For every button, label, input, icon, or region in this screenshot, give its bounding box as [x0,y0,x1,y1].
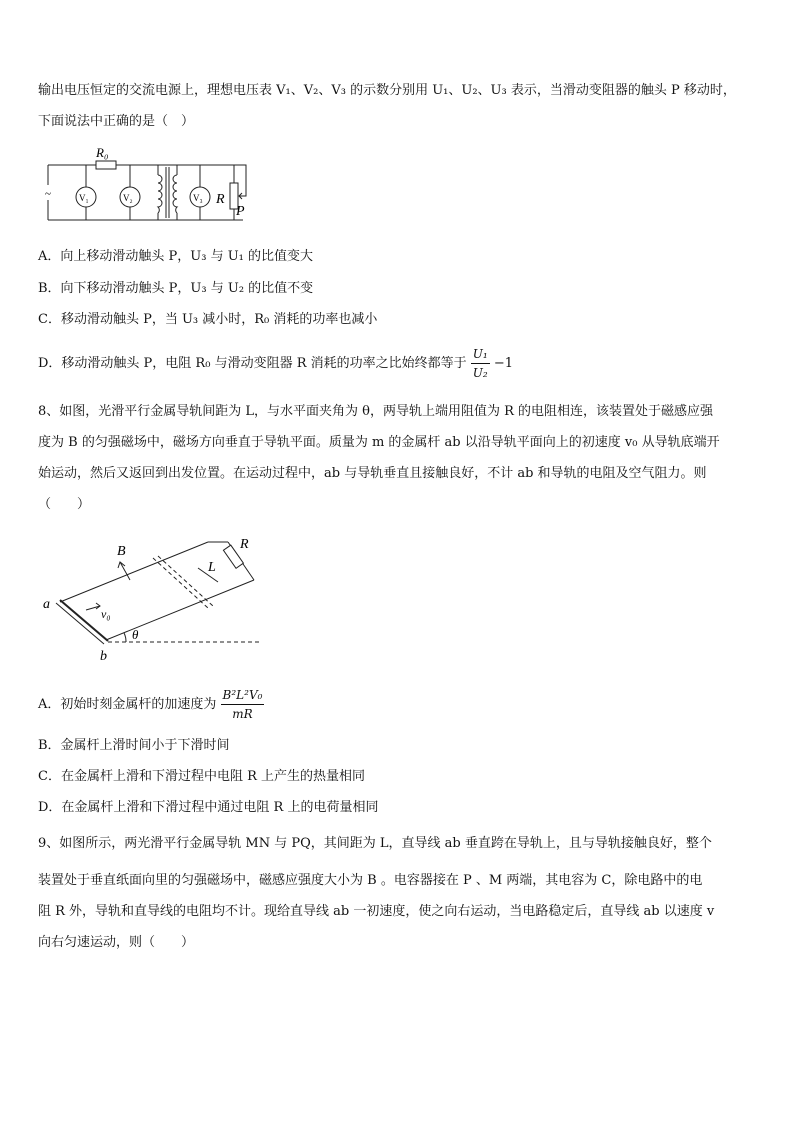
p-label: P [236,204,245,219]
theta-label: θ [132,627,139,642]
q7-option-d-suffix: −1 [493,356,514,371]
a-label: a [43,597,50,612]
r-label: R [240,537,249,552]
q8-stem-line4: （ ） [38,497,91,512]
q7-option-a: A．向上移动滑动触头 P，U₃ 与 U₁ 的比值变大 [38,249,313,264]
q7-circuit-figure [38,145,278,235]
q8-stem-line2: 度为 B 的匀强磁场中，磁场方向垂直于导轨平面。质量为 m 的金属杆 ab 以沿导轨平面向上的初速度 v₀ 从导轨底端开 [38,435,720,450]
fraction-numerator: B²L²V₀ [221,686,265,705]
v1-label: V₁ [79,193,89,203]
b-label: b [100,649,107,663]
q8-option-c: C．在金属杆上滑和下滑过程中电阻 R 上产生的热量相同 [38,769,365,784]
fraction-numerator: U₁ [471,345,490,364]
v2-label: V₂ [123,193,133,203]
q7-option-d [38,345,513,382]
q8-option-d: D．在金属杆上滑和下滑过程中通过电阻 R 上的电荷量相同 [38,800,379,815]
q7-option-b: B．向下移动滑动触头 P，U₃ 与 U₂ 的比值不变 [38,281,314,296]
r0-label: R₀ [96,145,109,160]
v3-label: V₃ [193,193,203,203]
l-label: L [208,560,216,575]
q8-stem-line3: 始运动，然后又返回到出发位置。在运动过程中，ab 与导轨垂直且接触良好，不计 ab 和导轨的电阻及空气阻力。则 [38,466,707,481]
q9-stem-line2: 装置处于垂直纸面向里的匀强磁场中，磁感应强度大小为 B 。电容器接在 P 、M 两端，其电容为 C，除电路中的电 [38,873,703,888]
r-label: R [216,192,225,207]
q7-stem-line1: 输出电压恒定的交流电源上，理想电压表 V₁、V₂、V₃ 的示数分别用 U₁、U₂、U₃ 表示，当滑动变阻器的触头 P 移动时， [38,83,736,98]
source-symbol: ~ [45,188,51,200]
q8-option-a [38,686,264,723]
q8-incline-figure [38,528,268,663]
q7-option-d-fraction [471,345,490,382]
fraction-denominator: mR [232,707,253,721]
q9-stem-line3: 阻 R 外，导轨和直导线的电阻均不计。现给直导线 ab 一初速度，使之向右运动，当电路稳定后，直导线 ab 以速度 v [38,904,715,919]
q8-option-a-fraction [221,686,265,723]
v0-label: v₀ [101,607,111,621]
q8-option-a-text: A．初始时刻金属杆的加速度为 [38,697,217,712]
q7-option-d-text: D．移动滑动触头 P，电阻 R₀ 与滑动变阻器 R 消耗的功率之比始终都等于 [38,356,467,371]
b-field-label: B [117,544,126,559]
q7-stem-line2: 下面说法中正确的是（ ） [38,114,195,129]
q8-stem-line1: 8、如图，光滑平行金属导轨间距为 L，与水平面夹角为 θ，两导轨上端用阻值为 R 的电阻相连，该装置处于磁感应强 [38,404,714,419]
q7-option-c: C．移动滑动触头 P，当 U₃ 减小时，R₀ 消耗的功率也减小 [38,312,378,327]
q9-stem-line4: 向右匀速运动，则（ ） [38,935,195,950]
q9-stem-line1: 9、如图所示，两光滑平行金属导轨 MN 与 PQ，其间距为 L，直导线 ab 垂直跨在导轨上，且与导轨接触良好，整个 [38,836,712,851]
fraction-denominator: U₂ [472,366,488,380]
q8-option-b: B．金属杆上滑时间小于下滑时间 [38,738,230,753]
